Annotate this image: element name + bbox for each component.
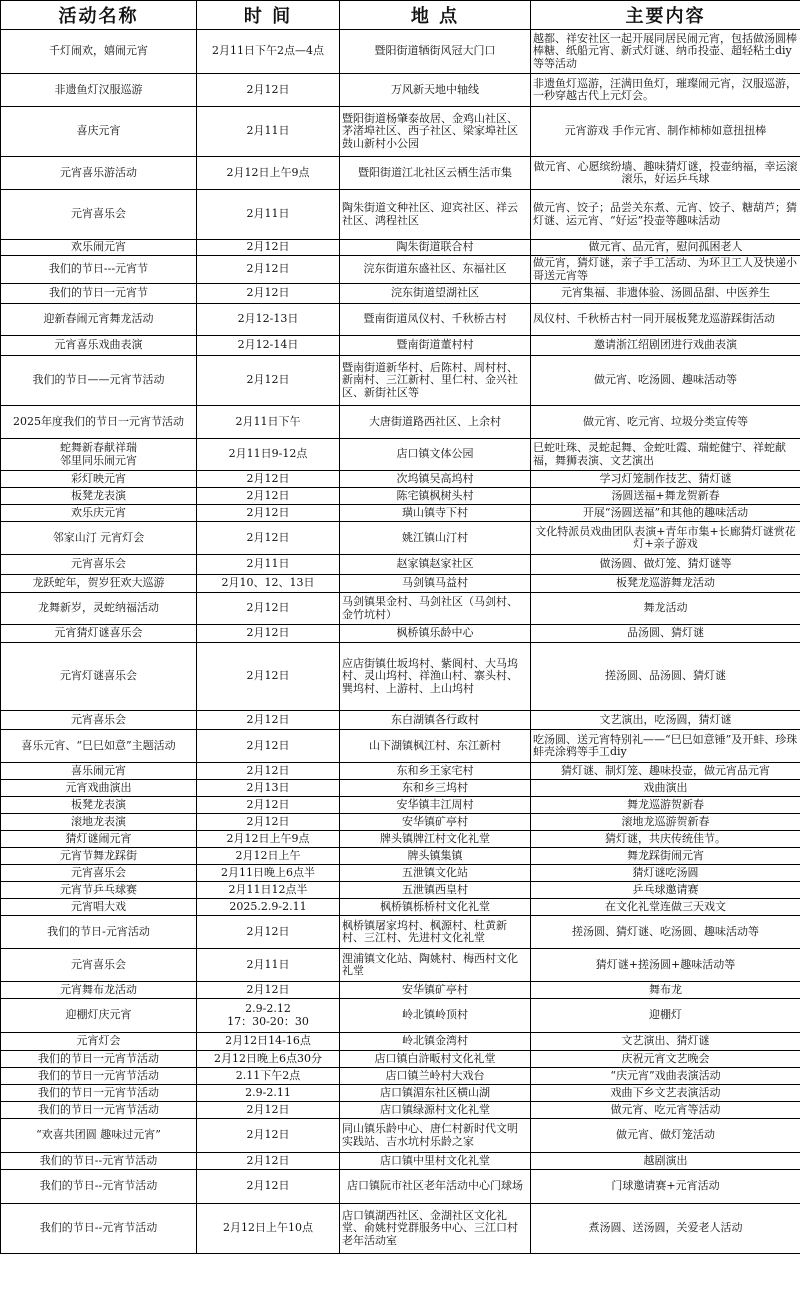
location-cell: 浣东街道东盛社区、东福社区 [340,256,531,284]
time-cell: 2月13日 [197,780,340,797]
time-cell: 2月12日 [197,284,340,304]
time-cell: 2月12日上午10点 [197,1204,340,1254]
activity-name-cell: 龙舞新岁，灵蛇纳福活动 [1,593,197,625]
main-content-cell: 做汤圆、做灯笼、猜灯谜等 [531,555,800,575]
activity-name-cell: 元宵灯谜喜乐会 [1,643,197,711]
activity-name-cell: 元宵节舞龙踩街 [1,848,197,865]
main-content-cell: 凤仪村、千秋桥古村一同开展板凳龙巡游踩街活动 [531,304,800,336]
activity-name-cell: 龙跃蛇年，贺岁狂欢大巡游 [1,575,197,593]
main-content-cell: 煮汤圆、送汤圆，关爱老人活动 [531,1204,800,1254]
time-cell: 2月12日 [197,256,340,284]
main-content-cell: 舞龙巡游贺新春 [531,797,800,814]
activity-name-cell: 我们的节日--元宵节活动 [1,1153,197,1170]
activity-name-cell: 板凳龙表演 [1,797,197,814]
main-content-cell: 门球邀请赛+元宵活动 [531,1170,800,1204]
main-content-cell: 做元宵、心愿缤纷墙、趣味猜灯谜，投壶纳福，幸运滚滚乐，好运乒乓球 [531,157,800,190]
table-body [1,30,800,1254]
time-cell: 2月12-14日 [197,336,340,356]
time-cell: 2月12日 [197,356,340,406]
location-cell: 暨阳街道牺街风冠大门口 [340,30,531,74]
table-row [1,356,800,406]
main-content-cell: 文艺演出、猜灯谜 [531,1033,800,1051]
time-cell: 2月11日12点半 [197,882,340,899]
activity-name-cell: 彩灯映元宵 [1,471,197,488]
table-row [1,763,800,780]
table-row [1,625,800,643]
activity-name-cell: 我们的节日一元宵节活动 [1,1102,197,1119]
activity-name-cell: 2025年度我们的节日一元宵节活动 [1,406,197,439]
activity-name-cell: “欢喜共团圆 趣味过元宵” [1,1119,197,1153]
location-cell: 枫桥镇乐龄中心 [340,625,531,643]
activity-name-cell: 我们的节日一元宵节活动 [1,1085,197,1102]
location-cell: 安华镇丰江周村 [340,797,531,814]
main-content-cell: 学习灯笼制作技艺、猜灯谜 [531,471,800,488]
location-cell: 东白湖镇各行政村 [340,711,531,730]
activity-name-cell: 迎棚灯庆元宵 [1,999,197,1033]
activity-name-cell: 元宵舞布龙活动 [1,982,197,999]
table-row [1,780,800,797]
time-cell: 2月12日 [197,763,340,780]
activity-name-cell: 我们的节日——元宵节活动 [1,356,197,406]
table-row [1,256,800,284]
location-cell: 店口镇湖西社区、金湖社区文化礼堂、俞姚村党群服务中心、三江口村老年活动室 [340,1204,531,1254]
time-cell: 2月11日下午 [197,406,340,439]
time-cell: 2月12日 [197,522,340,555]
activity-name-cell: 元宵喜乐会 [1,865,197,882]
time-cell: 2月11日 [197,190,340,240]
location-cell: 万风新天地中轴线 [340,74,531,107]
main-content-cell: 巳蛇吐珠、灵蛇起舞、金蛇吐霞、瑞蛇健宁、祥蛇献福，舞狮表演、文艺演出 [531,439,800,471]
activity-name-cell: 元宵喜乐会 [1,711,197,730]
activity-name-cell: 喜庆元宵 [1,107,197,157]
time-cell: 2月12日晚上6点30分 [197,1051,340,1068]
main-content-cell: 汤圆送福+舞龙贺新春 [531,488,800,505]
location-cell: 马剑镇马益村 [340,575,531,593]
time-cell: 2月12日 [197,797,340,814]
table-row [1,555,800,575]
activity-name-cell: 我们的节日-元宵活动 [1,916,197,949]
location-cell: 暨南街道凤仪村、千秋桥古村 [340,304,531,336]
time-cell: 2月12日 [197,916,340,949]
main-content-cell: 猜灯谜，共庆传统佳节。 [531,831,800,848]
table-row [1,406,800,439]
main-content-cell: 滚地龙巡游贺新春 [531,814,800,831]
main-content-cell: 舞龙踩街闹元宵 [531,848,800,865]
table-row [1,336,800,356]
activity-name-cell: 千灯闹欢，嬉闹元宵 [1,30,197,74]
time-cell: 2月11日 [197,555,340,575]
table-row [1,471,800,488]
activity-name-cell: 元宵唱大戏 [1,899,197,916]
activity-name-cell: 元宵喜乐游活动 [1,157,197,190]
location-cell: 大唐街道路西社区、上余村 [340,406,531,439]
activity-name-cell: 元宵戏曲演出 [1,780,197,797]
time-cell: 2月11日 [197,107,340,157]
main-content-cell: 做元宵、吃元宵、垃圾分类宣传等 [531,406,800,439]
activity-name-cell: 元宵喜乐会 [1,555,197,575]
main-content-cell: 做元宵、品元宵，慰问孤困老人 [531,240,800,256]
location-cell: 暨南街道新华村、后陈村、周村村、新南村、三江新村、里仁村、金兴社区、新街社区等 [340,356,531,406]
main-content-cell: 猜灯谜+搓汤圆+趣味活动等 [531,949,800,982]
location-cell: 次坞镇吴高坞村 [340,471,531,488]
table-row [1,1119,800,1153]
table-row [1,882,800,899]
activity-name-cell: 我们的节日--元宵节活动 [1,1204,197,1254]
location-cell: 暨阳街道杨肇泰故居、金鸡山社区、茅渚埠社区、西子社区、梁家埠社区鼓山新村小公园 [340,107,531,157]
table-row [1,522,800,555]
activity-name-cell: 猜灯谜闹元宵 [1,831,197,848]
header-main-content: 主要内容 [531,1,800,30]
location-cell: 东和乡王家宅村 [340,763,531,780]
activity-name-cell: 我们的节日一元宵节 [1,284,197,304]
table-row [1,999,800,1033]
table-row [1,190,800,240]
location-cell: 璜山镇寺下村 [340,505,531,522]
location-cell: 五泄镇文化站 [340,865,531,882]
time-cell: 2月12日上午9点 [197,157,340,190]
time-cell: 2月12日 [197,593,340,625]
main-content-cell: 非遗鱼灯巡游，汪满田鱼灯，璀璨闹元宵，汉服巡游，一秒穿越古代上元灯会。 [531,74,800,107]
location-cell: 赵家镇赵家社区 [340,555,531,575]
time-cell: 2月12日 [197,505,340,522]
time-cell: 2月12日 [197,1153,340,1170]
table-row [1,1051,800,1068]
location-cell: 枫桥镇栎桥村文化礼堂 [340,899,531,916]
table-row [1,575,800,593]
activity-name-cell: 非遗鱼灯汉服巡游 [1,74,197,107]
activity-name-cell: 欢乐闹元宵 [1,240,197,256]
time-cell: 2月12日 [197,74,340,107]
location-cell: 五泄镇西皇村 [340,882,531,899]
main-content-cell: “庆元宵”戏曲表演活动 [531,1068,800,1085]
location-cell: 店口镇白浒畈村文化礼堂 [340,1051,531,1068]
main-content-cell: 庆祝元宵文艺晚会 [531,1051,800,1068]
location-cell: 暨南街道董村村 [340,336,531,356]
time-cell: 2月12日 [197,814,340,831]
main-content-cell: 猜灯谜吃汤圆 [531,865,800,882]
time-cell: 2月11日下午2点—4点 [197,30,340,74]
location-cell: 姚江镇山汀村 [340,522,531,555]
time-cell: 2月11日 [197,949,340,982]
location-cell: 岭北镇金湾村 [340,1033,531,1051]
main-content-cell: 品汤圆、猜灯谜 [531,625,800,643]
location-cell: 浬浦镇文化站、陶姚村、梅西村文化礼堂 [340,949,531,982]
time-cell: 2月12日 [197,488,340,505]
main-content-cell: 乒乓球邀请赛 [531,882,800,899]
time-cell: 2月12日 [197,711,340,730]
table-row [1,74,800,107]
main-content-cell: 舞龙活动 [531,593,800,625]
main-content-cell: 舞布龙 [531,982,800,999]
main-content-cell: 做元宵、吃汤圆、趣味活动等 [531,356,800,406]
activity-name-cell: 板凳龙表演 [1,488,197,505]
location-cell: 安华镇矿亭村 [340,982,531,999]
main-content-cell: 元宵游戏 手作元宵、制作柿柿如意扭扭棒 [531,107,800,157]
location-cell: 陈宅镇枫树头村 [340,488,531,505]
time-cell: 2.9-2.12 17：30-20：30 [197,999,340,1033]
table-row [1,240,800,256]
table-row [1,730,800,763]
main-content-cell: 板凳龙巡游舞龙活动 [531,575,800,593]
main-content-cell: 元宵集福、非遗体验、汤圆品甜、中医养生 [531,284,800,304]
table-row [1,711,800,730]
table-row [1,439,800,471]
table-header [1,1,800,30]
time-cell: 2月11日晚上6点半 [197,865,340,882]
activity-name-cell: 蛇舞新春献祥瑞 邻里同乐闹元宵 [1,439,197,471]
location-cell: 马剑镇果金村、马剑社区（马剑村、金竹坑村） [340,593,531,625]
location-cell: 牌头镇集镇 [340,848,531,865]
table-row [1,284,800,304]
location-cell: 山下湖镇枫江村、东江新村 [340,730,531,763]
location-cell: 岭北镇岭顶村 [340,999,531,1033]
main-content-cell: 越都、祥安社区一起开展同居民闹元宵，包括做汤圆棒棒糖、纸船元宵、新式灯谜、纳币投壶、超轻粘土diy等等活动 [531,30,800,74]
location-cell: 陶朱街道联合村 [340,240,531,256]
time-cell: 2月12日 [197,240,340,256]
table-row [1,949,800,982]
location-cell: 店口镇中里村文化礼堂 [340,1153,531,1170]
location-cell: 应店街镇仕坂坞村、紫阆村、大马坞村、灵山坞村、祥渔山村、寨头村、巽坞村、上游村、上山坞村 [340,643,531,711]
location-cell: 同山镇乐龄中心、唐仁村新时代文明实践站、吉水坑村乐龄之家 [340,1119,531,1153]
table-row [1,1085,800,1102]
time-cell: 2.11下午2点 [197,1068,340,1085]
time-cell: 2月12日 [197,982,340,999]
table-row [1,107,800,157]
main-content-cell: 文艺演出，吃汤圆，猜灯谜 [531,711,800,730]
main-content-cell: 越剧演出 [531,1153,800,1170]
time-cell: 2月10、12、13日 [197,575,340,593]
location-cell: 安华镇矿亭村 [340,814,531,831]
activity-name-cell: 邻家山汀 元宵灯会 [1,522,197,555]
main-content-cell: 吃汤圆、送元宵特别礼——“巳巳如意锤”及开蚌、珍珠蚌壳涂鸦等手工diy [531,730,800,763]
main-content-cell: 开展“汤圆送福”和其他的趣味活动 [531,505,800,522]
time-cell: 2月12日14-16点 [197,1033,340,1051]
activity-name-cell: 我们的节日--元宵节活动 [1,1170,197,1204]
time-cell: 2月12日 [197,625,340,643]
location-cell: 店口镇阮市社区老年活动中心门球场 [340,1170,531,1204]
time-cell: 2月12日上午 [197,848,340,865]
main-content-cell: 邀请浙江绍剧团进行戏曲表演 [531,336,800,356]
location-cell: 陶朱街道文种社区、迎宾社区、祥云社区、鸿程社区 [340,190,531,240]
activity-name-cell: 滚地龙表演 [1,814,197,831]
main-content-cell: 戏曲下乡文艺表演活动 [531,1085,800,1102]
location-cell: 浣东街道望湖社区 [340,284,531,304]
table-row [1,1204,800,1254]
table-row [1,505,800,522]
main-content-cell: 迎棚灯 [531,999,800,1033]
header-row [1,1,800,30]
activity-name-cell: 我们的节日---元宵节 [1,256,197,284]
time-cell: 2月12日 [197,1170,340,1204]
main-content-cell: 搓汤圆、品汤圆、猜灯谜 [531,643,800,711]
main-content-cell: 戏曲演出 [531,780,800,797]
activity-name-cell: 元宵喜乐戏曲表演 [1,336,197,356]
table-row [1,1102,800,1119]
main-content-cell: 猜灯谜、制灯笼、趣味投壶，做元宵品元宵 [531,763,800,780]
location-cell: 店口镇绿源村文化礼堂 [340,1102,531,1119]
time-cell: 2月11日9-12点 [197,439,340,471]
time-cell: 2月12日上午9点 [197,831,340,848]
activity-name-cell: 元宵节乒乓球赛 [1,882,197,899]
main-content-cell: 文化特派员戏曲团队表演+青年市集+长廊猜灯谜赏花灯+亲子游戏 [531,522,800,555]
activity-name-cell: 元宵喜乐会 [1,949,197,982]
table-row [1,488,800,505]
activity-name-cell: 元宵猜灯谜喜乐会 [1,625,197,643]
activity-name-cell: 我们的节日一元宵节活动 [1,1068,197,1085]
table-row [1,982,800,999]
activity-name-cell: 喜乐闹元宵 [1,763,197,780]
table-row [1,899,800,916]
time-cell: 2月12日 [197,1119,340,1153]
table-row [1,30,800,74]
main-content-cell: 做元宵，猜灯谜，亲子手工活动、为环卫工人及快递小哥送元宵等 [531,256,800,284]
header-location: 地 点 [340,1,531,30]
activity-name-cell: 欢乐庆元宵 [1,505,197,522]
table-row [1,916,800,949]
table-row [1,797,800,814]
table-row [1,865,800,882]
time-cell: 2月12日 [197,471,340,488]
main-content-cell: 做元宵、饺子；品尝关东煮、元宵、饺子、糖葫芦；猜灯谜、运元宵、“好运”投壶等趣味活动 [531,190,800,240]
main-content-cell: 在文化礼堂连做三天戏文 [531,899,800,916]
time-cell: 2月12日 [197,1102,340,1119]
header-time: 时 间 [197,1,340,30]
location-cell: 牌头镇牌江村文化礼堂 [340,831,531,848]
location-cell: 枫桥镇屠家坞村、枫源村、杜黄新村、三江村、先进村文化礼堂 [340,916,531,949]
location-cell: 店口镇兰岭村大戏台 [340,1068,531,1085]
table-row [1,814,800,831]
table-row [1,1153,800,1170]
table-row [1,593,800,625]
time-cell: 2.9-2.11 [197,1085,340,1102]
table-row [1,848,800,865]
table-row [1,1170,800,1204]
table-row [1,1033,800,1051]
location-cell: 店口镇文体公园 [340,439,531,471]
table-row [1,304,800,336]
time-cell: 2025.2.9-2.11 [197,899,340,916]
header-activity-name: 活动名称 [1,1,197,30]
main-content-cell: 搓汤圆、猜灯谜、吃汤圆、趣味活动等 [531,916,800,949]
main-content-cell: 做元宵、做灯笼活动 [531,1119,800,1153]
activity-name-cell: 我们的节日一元宵节活动 [1,1051,197,1068]
activity-name-cell: 元宵喜乐会 [1,190,197,240]
activity-name-cell: 喜乐元宵、“巳巳如意”主题活动 [1,730,197,763]
table-row [1,157,800,190]
table-row [1,831,800,848]
location-cell: 店口镇湄东社区横山湖 [340,1085,531,1102]
location-cell: 暨阳街道江北社区云栖生活市集 [340,157,531,190]
table-row [1,1068,800,1085]
main-content-cell: 做元宵、吃元宵等活动 [531,1102,800,1119]
activity-name-cell: 元宵灯会 [1,1033,197,1051]
table-row [1,643,800,711]
time-cell: 2月12日 [197,730,340,763]
time-cell: 2月12-13日 [197,304,340,336]
activity-name-cell: 迎新春闹元宵舞龙活动 [1,304,197,336]
location-cell: 东和乡三坞村 [340,780,531,797]
time-cell: 2月12日 [197,643,340,711]
